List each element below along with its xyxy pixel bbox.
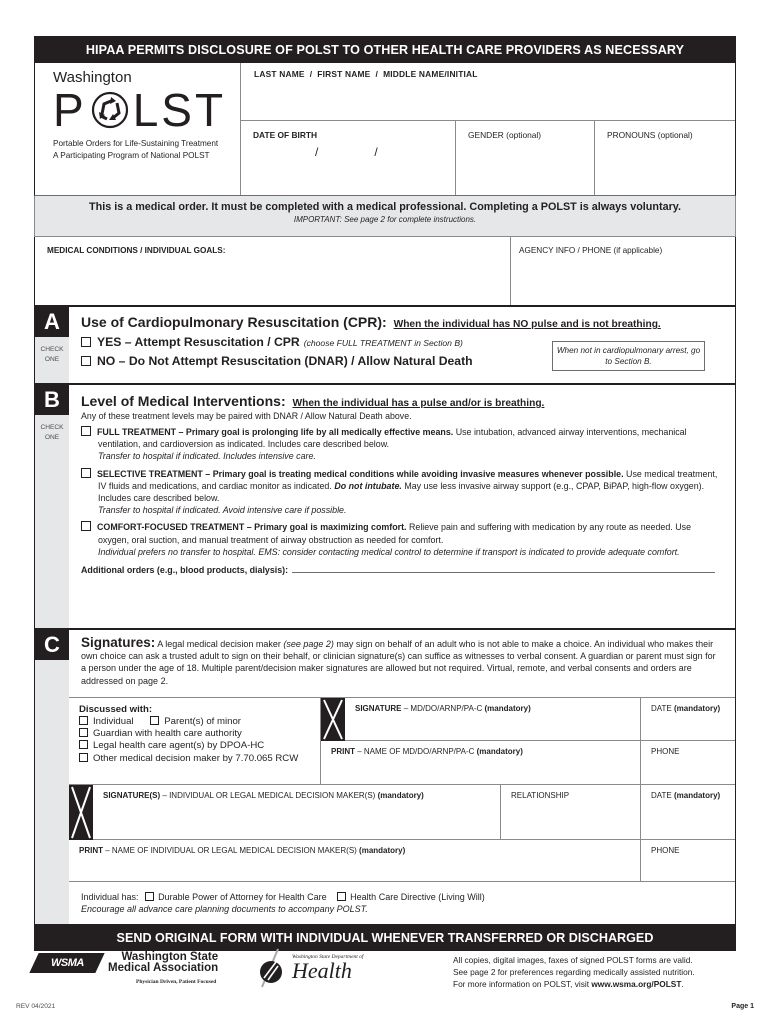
discussed-parent-label: Parent(s) of minor [164,716,241,728]
footer-info [453,954,695,990]
cpr-no-checkbox[interactable] [81,356,91,366]
sign-here-x-icon [321,698,345,741]
mandatory-tag: (mandatory) [476,746,523,756]
date-of-birth-field[interactable] [241,121,456,195]
label-text: – NAME OF MD/DO/ARNP/PA-C [355,746,477,756]
individual-phone-field[interactable] [641,840,735,881]
logo-tagline-2: A Participating Program of National POLST [53,151,210,160]
full-treatment-text: Use intubation, advanced airway interventions, mechanical ventilation, and cardioversion as indicated. Includes care described below. [98,427,687,450]
discussed-individual-checkbox[interactable] [79,716,88,725]
wsma-tag-text: WSMA [50,957,84,969]
form-header [34,63,736,196]
clinician-signature-label [345,698,531,740]
section-a-title-text: Use of Cardiopulmonary Resuscitation (CPR): [81,314,387,330]
doh-text [292,954,363,982]
full-treatment-heading: FULL TREATMENT – Primary goal is prolonging life by all medically effective means. [97,427,454,437]
selective-treatment-option[interactable] [81,468,735,517]
label-text: – NAME OF INDIVIDUAL OR LEGAL MEDICAL DECISION MAKER(S) [103,845,360,855]
section-b-interventions [34,385,736,630]
check-one-line-1: CHECK [40,424,64,431]
individual-phone-label: PHONE [651,845,680,855]
discussed-parent-checkbox[interactable] [150,716,159,725]
clinician-phone-field[interactable] [641,741,735,784]
polst-form [34,36,736,951]
dob-label: DATE OF BIRTH [253,130,318,140]
additional-orders-label: Additional orders (e.g., blood products, dialysis): [81,565,289,576]
label-bold: SIGNATURE [355,703,402,713]
individual-signature-field[interactable] [69,785,501,839]
full-treatment-note: Transfer to hospital if indicated. Includes intensive care. [98,451,316,462]
mandatory-tag: (mandatory) [359,845,406,855]
selective-treatment-checkbox[interactable] [81,468,91,478]
selective-treatment-text: Use medical treatment, IV fluids and medications, and cardiac monitor as indicated. [98,468,718,491]
label-text: DATE [651,703,674,713]
mandatory-tag: (mandatory) [673,703,721,713]
dob-separators [253,145,455,159]
clinician-signature-row [321,698,735,741]
mandatory-tag: (mandatory) [377,790,424,800]
discussed-with-row-1 [79,716,320,728]
section-a-letter: A [35,307,69,337]
medical-conditions-label: MEDICAL CONDITIONS / INDIVIDUAL GOALS: [47,246,226,255]
dpoa-hc-label: Durable Power of Attorney for Health Care [158,891,327,902]
selective-treatment-text-2: May use less invasive airway support (e.g., CPAP, BiPAP, high-flow oxygen). Includes care described below. [98,480,705,504]
dpoa-hc-checkbox[interactable] [145,892,154,901]
discussed-guardian-label: Guardian with health care authority [93,728,242,740]
label-bold: PRINT [79,845,103,855]
section-a-body [69,307,735,383]
footer-info-2: See page 2 for preferences regarding medically assisted nutrition. [453,967,695,977]
relationship-label: RELATIONSHIP [511,790,570,800]
wsma-tag [29,953,104,973]
notice-line-1: This is a medical order. It must be completed with a medical professional. Completing a POLST is always voluntary. [89,201,681,213]
clinician-date-field[interactable] [641,698,735,740]
selective-treatment-heading: SELECTIVE TREATMENT – Primary goal is treating medical conditions while avoiding invasive measures whenever possible. [97,468,624,479]
individual-signature-row [69,785,735,840]
clinician-signature-grid [321,698,735,784]
info-suffix: . [681,979,684,989]
doh-small: Washington State Department of [292,954,364,960]
section-a-cpr [34,307,736,385]
medical-order-notice [34,196,736,237]
section-b-condition: When the individual has a pulse and/or is breathing. [292,398,545,409]
comfort-treatment-note: Individual prefers no transfer to hospital. EMS: consider contacting medical control to determine if transport is indicated to provide adequate comfort. [98,546,680,557]
additional-orders-input-line[interactable] [292,572,715,573]
doh-logo [256,948,363,988]
pronouns-label: PRONOUNS (optional) [607,130,693,140]
mandatory-tag: (mandatory) [484,703,531,713]
gender-field[interactable] [456,121,595,195]
discussed-other-checkbox[interactable] [79,753,88,762]
section-b-letter: B [35,385,69,415]
signature-block [69,697,735,916]
comfort-treatment-heading: COMFORT-FOCUSED TREATMENT – Primary goal is maximizing comfort. [97,522,407,533]
comfort-treatment-checkbox[interactable] [81,521,91,531]
section-c-text-2: may sign on behalf of an adult who is not able to make a choice. An individual who makes their own choice can ask a trusted adult to sign on their behalf, or clinician signature(s) can suffice as witnesses to verbal consent. A guardian or parent must sign for a person under the age of 18. Multiple parent/decision maker signatures are allowed but not required. Virtual, remote, and verbal consents and orders are addressed on page 2. [81,639,716,686]
patient-info [241,63,735,195]
clinician-date-label [641,698,735,713]
discussed-other-option[interactable] [79,753,320,765]
section-b-sidebar [35,385,69,628]
logo-tagline [53,138,240,162]
discussed-individual-label: Individual [93,716,134,728]
dob-sep-2: / [374,145,378,159]
individual-has-label: Individual has: [81,891,139,902]
agency-info-label: AGENCY INFO / PHONE (if applicable) [519,246,663,255]
individual-print-label [69,840,640,855]
full-treatment-option[interactable] [81,426,735,463]
send-original-banner: SEND ORIGINAL FORM WITH INDIVIDUAL WHENEVER TRANSFERRED OR DISCHARGED [34,924,736,951]
washington-polst-logo [35,63,241,195]
medical-conditions-row [34,237,736,307]
wsma-logo [34,951,219,985]
mandatory-tag: (mandatory) [673,790,721,800]
sign-here-x-icon [69,785,93,840]
section-c-title: Signatures: [81,635,156,650]
individual-date-field[interactable] [641,785,735,839]
gender-label: GENDER (optional) [468,130,542,140]
clinician-print-label [321,741,523,784]
section-a-condition: When the individual has NO pulse and is not breathing. [393,319,661,330]
individual-print-row [69,840,735,882]
notice-line-2: IMPORTANT: See page 2 for complete instructions. [293,215,477,224]
logo-wordmark-lst: LST [132,84,227,136]
section-c-sidebar [35,630,69,924]
individual-date-label [641,785,735,800]
discussed-parent-option[interactable] [150,716,241,727]
living-will-label: Health Care Directive (Living Will) [350,891,485,902]
pronouns-field[interactable] [595,121,735,195]
logo-wordmark [53,84,240,136]
patient-name-field[interactable] [241,63,735,121]
section-b-subtitle: Any of these treatment levels may be paired with DNAR / Allow Natural Death above. [81,411,412,421]
check-one-hint [35,423,69,443]
clinician-print-field[interactable] [321,741,641,784]
section-c-see-page-2: (see page 2) [283,639,334,649]
individual-has-row [81,891,735,903]
living-will-checkbox[interactable] [337,892,346,901]
section-c-text-1: A legal medical decision maker [155,639,284,649]
logo-state: Washington [53,69,132,86]
cpr-yes-note: (choose FULL TREATMENT in Section B) [303,338,463,348]
section-c-body [69,630,735,924]
footer-info-3 [453,978,695,990]
comfort-treatment-text: Relieve pain and suffering with medication by any route as needed. Use oxygen, oral suction, and manual treatment of airway obstruction as needed for comfort. [98,522,692,545]
clinician-signature-field[interactable] [321,698,641,740]
wsma-slogan: Physician Driven, Patient Focused [136,979,217,985]
section-b-title [81,393,735,409]
logo-tagline-1: Portable Orders for Life-Sustaining Treatment [53,139,219,148]
signatures-instructions [69,637,735,687]
do-not-intubate: Do not intubate. [334,480,402,491]
discussed-guardian-option[interactable] [79,728,320,740]
section-a-title [81,314,735,330]
section-b-body [69,385,735,628]
revision-label: REV 04/2021 [16,1003,56,1010]
relationship-field[interactable] [501,785,641,839]
label-text: DATE [651,790,674,800]
hipaa-banner: HIPAA PERMITS DISCLOSURE OF POLST TO OTHER HEALTH CARE PROVIDERS AS NECESSARY [34,36,736,63]
discussed-agent-option[interactable] [79,740,320,752]
individual-print-field[interactable] [69,840,641,881]
medical-conditions-field[interactable] [35,237,511,305]
logo-wordmark-p: P [53,84,87,136]
discussed-other-label: Other medical decision maker by 7.70.065 RCW [93,752,299,764]
advance-care-note: Encourage all advance care planning documents to accompany POLST. [81,904,368,915]
agency-info-field[interactable] [511,237,735,305]
wsma-name-2: Medical Association [108,962,219,974]
check-one-line-1: CHECK [40,346,64,353]
section-c-letter: C [35,630,69,660]
section-a-sidebar [35,307,69,383]
label-bold: SIGNATURE(S) [103,790,161,800]
cpr-yes-checkbox[interactable] [81,337,91,347]
check-one-line-2: ONE [44,356,60,363]
check-one-hint [35,345,69,365]
patient-info-row [241,121,735,195]
individual-has-group [69,882,735,916]
discussed-guardian-checkbox[interactable] [79,728,88,737]
clinician-row [69,698,735,785]
check-one-line-2: ONE [44,434,60,441]
cpr-yes-label: YES – Attempt Resuscitation / CPR [97,335,300,349]
cpr-no-label: NO – Do Not Attempt Resuscitation (DNAR) / Allow Natural Death [97,354,473,368]
full-treatment-checkbox[interactable] [81,426,91,436]
section-b-hint-box: When not in cardiopulmonary arrest, go to Section B. [552,341,705,371]
discussed-with-title: Discussed with: [79,703,153,715]
living-will-option[interactable] [333,892,485,902]
dob-sep-1: / [315,145,319,159]
wsma-polst-link[interactable]: www.wsma.org/POLST [591,979,682,989]
discussed-agent-label: Legal health care agent(s) by DPOA-HC [93,740,265,752]
doh-big: Health [292,958,352,983]
page-footer [0,940,770,1024]
discussed-with-group [69,698,321,784]
label-bold: PRINT [331,746,355,756]
discussed-agent-checkbox[interactable] [79,740,88,749]
doh-emblem-icon [256,948,286,988]
info-prefix: For more information on POLST, visit [453,979,592,989]
recycle-arrows-circle-icon [91,91,129,129]
section-c-signatures [34,630,736,924]
wsma-name [108,952,218,974]
additional-orders-field[interactable] [81,565,735,575]
comfort-treatment-option[interactable] [81,521,735,558]
clinician-phone-label: PHONE [651,746,680,756]
section-b-title-text: Level of Medical Interventions: [81,393,286,409]
individual-signature-label [93,785,424,839]
clinician-print-row [321,741,735,784]
dpoa-hc-option[interactable] [141,892,327,902]
wsma-name-1: Washington State [121,951,219,963]
discussed-individual-option[interactable] [79,716,134,727]
page-number: Page 1 [731,1003,754,1010]
patient-name-label: LAST NAME / FIRST NAME / MIDDLE NAME/INITIAL [254,69,478,79]
label-text: – INDIVIDUAL OR LEGAL MEDICAL DECISION MAKER(S) [160,790,378,800]
footer-info-1: All copies, digital images, faxes of signed POLST forms are valid. [453,955,693,965]
selective-treatment-note: Transfer to hospital if indicated. Avoid intensive care if possible. [98,505,347,516]
label-text: – MD/DO/ARNP/PA-C [401,703,485,713]
